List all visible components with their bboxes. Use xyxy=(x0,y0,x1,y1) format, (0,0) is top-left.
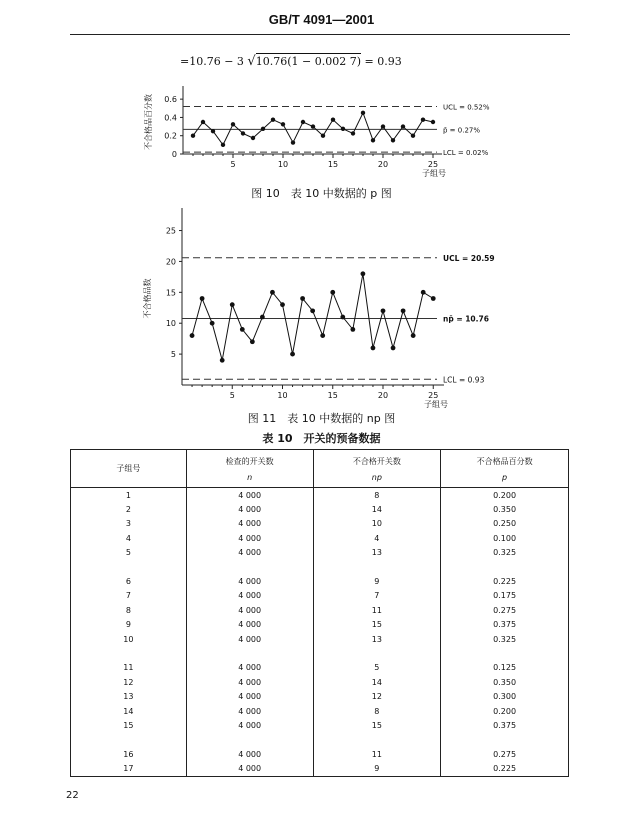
table-spacer-cell xyxy=(186,560,313,574)
col-header-subgroup: 子组号 xyxy=(71,450,187,488)
col-header-inspected: 检查的开关数 n xyxy=(186,450,313,488)
table-row xyxy=(71,675,569,690)
table-cell: 10 xyxy=(313,517,441,532)
table-cell: 7 xyxy=(71,589,187,604)
data-point xyxy=(431,120,435,124)
table-cell: 0.350 xyxy=(441,675,569,690)
table-cell: 4 000 xyxy=(186,762,313,777)
data-point xyxy=(361,111,365,115)
x-tick-label: 15 xyxy=(327,160,339,169)
control-line-label: LCL = 0.02% xyxy=(443,149,489,158)
table-cell: 4 000 xyxy=(186,531,313,546)
x-tick-label: 20 xyxy=(377,160,389,169)
table-cell: 5 xyxy=(313,661,441,676)
y-tick-label: 0.2 xyxy=(164,131,177,141)
table-spacer-cell xyxy=(71,560,187,574)
table-row xyxy=(71,589,569,604)
data-point xyxy=(391,346,396,351)
p-chart xyxy=(143,86,490,178)
table-cell: 4 000 xyxy=(186,661,313,676)
table-row xyxy=(71,488,569,503)
table-cell: 0.375 xyxy=(441,618,569,633)
y-tick-label: 5 xyxy=(170,350,176,360)
data-point xyxy=(241,131,245,135)
col-header-percent: 不合格品百分数 p xyxy=(441,450,569,488)
data-point xyxy=(211,129,215,133)
table-row xyxy=(71,546,569,561)
table-spacer-cell xyxy=(441,733,569,747)
data-point xyxy=(421,118,425,122)
table-cell: 9 xyxy=(313,574,441,589)
control-line-label: UCL = 20.59 xyxy=(443,253,495,263)
table-cell: 0.200 xyxy=(441,488,569,503)
table-spacer-cell xyxy=(186,647,313,661)
table-row xyxy=(71,502,569,517)
x-tick-label: 5 xyxy=(230,160,236,169)
data-point xyxy=(201,120,205,124)
table-row xyxy=(71,531,569,546)
data-point xyxy=(371,138,375,142)
data-point xyxy=(350,327,355,332)
table-cell: 4 000 xyxy=(186,574,313,589)
table-cell: 0.325 xyxy=(441,546,569,561)
y-tick-label: 0.4 xyxy=(164,113,177,123)
table-cell: 4 000 xyxy=(186,517,313,532)
table-cell: 16 xyxy=(71,747,187,762)
table-cell: 4 000 xyxy=(186,546,313,561)
sqrt-sign: √ xyxy=(247,54,256,69)
table-cell: 14 xyxy=(71,704,187,719)
data-point xyxy=(190,333,195,338)
x-tick-label: 15 xyxy=(327,391,338,400)
table-cell: 11 xyxy=(313,603,441,618)
control-line-label: LCL = 0.93 xyxy=(443,375,485,385)
table-cell: 14 xyxy=(313,675,441,690)
y-tick-label: 0 xyxy=(171,150,177,159)
data-point xyxy=(311,124,315,128)
table-cell: 2 xyxy=(71,502,187,517)
data-point xyxy=(300,296,305,301)
table-cell: 3 xyxy=(71,517,187,532)
data-point xyxy=(351,131,355,135)
table-spacer-cell xyxy=(313,560,441,574)
table-row xyxy=(71,747,569,762)
table-cell: 17 xyxy=(71,762,187,777)
table-row xyxy=(71,762,569,777)
control-line-label: UCL = 0.52% xyxy=(443,103,490,112)
table-cell: 9 xyxy=(71,618,187,633)
table-row xyxy=(71,719,569,734)
y-tick-label: 20 xyxy=(165,257,176,267)
x-tick-label: 10 xyxy=(277,391,288,400)
table-cell: 4 000 xyxy=(186,704,313,719)
table-spacer-cell xyxy=(71,647,187,661)
data-point xyxy=(341,127,345,131)
data-point xyxy=(381,124,385,128)
table-row xyxy=(71,574,569,589)
table-cell: 4 000 xyxy=(186,589,313,604)
data-point xyxy=(340,315,345,320)
table-cell: 0.275 xyxy=(441,747,569,762)
table-row xyxy=(71,704,569,719)
formula-radicand: 10.76(1 − 0.002 7) xyxy=(255,55,361,68)
data-point xyxy=(411,333,416,338)
table-cell: 8 xyxy=(313,704,441,719)
table-cell: 4 000 xyxy=(186,502,313,517)
data-point xyxy=(280,302,285,307)
data-point xyxy=(270,290,275,295)
figure11-caption: 图 11 表 10 中数据的 np 图 xyxy=(247,412,396,425)
control-line-label: p̄ = 0.27% xyxy=(443,126,480,135)
data-point xyxy=(231,122,235,126)
table-cell: 4 000 xyxy=(186,603,313,618)
table-cell: 0.125 xyxy=(441,661,569,676)
table-cell: 4 000 xyxy=(186,632,313,647)
table-cell: 12 xyxy=(71,675,187,690)
table-spacer-cell xyxy=(313,733,441,747)
data-point xyxy=(321,134,325,138)
table-cell: 0.250 xyxy=(441,517,569,532)
table-cell: 0.225 xyxy=(441,574,569,589)
table-spacer-row xyxy=(71,560,569,574)
figure10-caption: 图 10 表 10 中数据的 p 图 xyxy=(251,187,392,200)
x-tick-label: 25 xyxy=(427,160,439,169)
table-cell: 0.275 xyxy=(441,603,569,618)
table-row xyxy=(71,517,569,532)
data-point xyxy=(320,333,325,338)
data-point xyxy=(381,308,386,313)
table-cell: 0.350 xyxy=(441,502,569,517)
x-tick-label: 5 xyxy=(229,391,235,400)
table-cell: 0.375 xyxy=(441,719,569,734)
table-row xyxy=(71,690,569,705)
table-cell: 10 xyxy=(71,632,187,647)
table-cell: 14 xyxy=(313,502,441,517)
table-cell: 11 xyxy=(313,747,441,762)
x-tick-label: 20 xyxy=(377,391,389,400)
table-spacer-cell xyxy=(313,647,441,661)
formula-result: = 0.93 xyxy=(364,55,402,68)
data-point xyxy=(431,296,436,301)
table-row xyxy=(71,661,569,676)
table-cell: 4 xyxy=(313,531,441,546)
data-table xyxy=(70,449,569,777)
x-axis-label: 子组号 xyxy=(424,400,448,409)
data-point xyxy=(361,271,366,276)
data-point xyxy=(411,134,415,138)
table-cell: 15 xyxy=(313,618,441,633)
table-cell: 4 000 xyxy=(186,747,313,762)
table-spacer-cell xyxy=(441,560,569,574)
data-point xyxy=(401,124,405,128)
table-cell: 15 xyxy=(71,719,187,734)
table-cell: 9 xyxy=(313,762,441,777)
table-cell: 0.325 xyxy=(441,632,569,647)
standard-id: GB/T 4091—2001 xyxy=(268,12,375,27)
data-point xyxy=(191,134,195,138)
data-point xyxy=(261,127,265,131)
y-axis-label: 不合格品数 xyxy=(143,278,152,319)
table-cell: 0.175 xyxy=(441,589,569,604)
table-cell: 8 xyxy=(313,488,441,503)
data-point xyxy=(271,118,275,122)
col-header-nonconforming: 不合格开关数 np xyxy=(313,450,441,488)
formula-prefix: =10.76 − 3 xyxy=(180,55,244,68)
data-point xyxy=(391,138,395,142)
data-point xyxy=(281,122,285,126)
data-point xyxy=(291,140,295,144)
data-point xyxy=(331,118,335,122)
x-tick-label: 10 xyxy=(277,160,289,169)
table-cell: 0.100 xyxy=(441,531,569,546)
table-cell: 8 xyxy=(71,603,187,618)
table-row xyxy=(71,603,569,618)
table-cell: 0.225 xyxy=(441,762,569,777)
control-line-label: np̄ = 10.76 xyxy=(443,314,489,324)
data-point xyxy=(240,327,245,332)
data-point xyxy=(251,136,255,140)
data-point xyxy=(260,315,265,320)
y-axis-label: 不合格品百分数 xyxy=(144,94,153,150)
table-cell: 15 xyxy=(313,719,441,734)
data-point xyxy=(401,308,406,313)
table-spacer-cell xyxy=(71,733,187,747)
table-cell: 4 000 xyxy=(186,675,313,690)
data-point xyxy=(290,352,295,357)
table-cell: 13 xyxy=(71,690,187,705)
table-cell: 12 xyxy=(313,690,441,705)
data-point xyxy=(250,339,255,344)
table-row xyxy=(71,618,569,633)
data-point xyxy=(371,346,376,351)
table-cell: 0.300 xyxy=(441,690,569,705)
data-point xyxy=(310,308,315,313)
data-point xyxy=(301,120,305,124)
table-cell: 0.200 xyxy=(441,704,569,719)
data-point xyxy=(210,321,215,326)
table-spacer-row xyxy=(71,733,569,747)
y-tick-label: 25 xyxy=(165,226,176,236)
y-tick-label: 15 xyxy=(165,288,176,298)
table-cell: 13 xyxy=(313,632,441,647)
x-axis-label: 子组号 xyxy=(422,169,446,178)
x-tick-label: 25 xyxy=(428,391,439,400)
table-cell: 6 xyxy=(71,574,187,589)
table-cell: 4 000 xyxy=(186,488,313,503)
y-tick-label: 10 xyxy=(165,319,176,329)
table-row xyxy=(71,632,569,647)
table-cell: 11 xyxy=(71,661,187,676)
table-cell: 13 xyxy=(313,546,441,561)
table-cell: 4 000 xyxy=(186,618,313,633)
y-tick-label: 0.6 xyxy=(164,95,177,105)
data-point xyxy=(230,302,235,307)
page-number: 22 xyxy=(66,790,79,801)
table-cell: 4 xyxy=(71,531,187,546)
table-spacer-cell xyxy=(441,647,569,661)
table-spacer-row xyxy=(71,647,569,661)
data-point xyxy=(421,290,426,295)
table-cell: 1 xyxy=(71,488,187,503)
data-point xyxy=(221,143,225,147)
table-cell: 4 000 xyxy=(186,719,313,734)
data-point xyxy=(330,290,335,295)
table-cell: 5 xyxy=(71,546,187,561)
table-title: 表 10 开关的预备数据 xyxy=(262,432,381,445)
table-cell: 7 xyxy=(313,589,441,604)
data-point xyxy=(200,296,205,301)
table-cell: 4 000 xyxy=(186,690,313,705)
np-chart xyxy=(142,208,495,409)
table-header-row xyxy=(71,450,569,488)
series-line xyxy=(192,274,433,361)
table-spacer-cell xyxy=(186,733,313,747)
data-point xyxy=(220,358,225,363)
